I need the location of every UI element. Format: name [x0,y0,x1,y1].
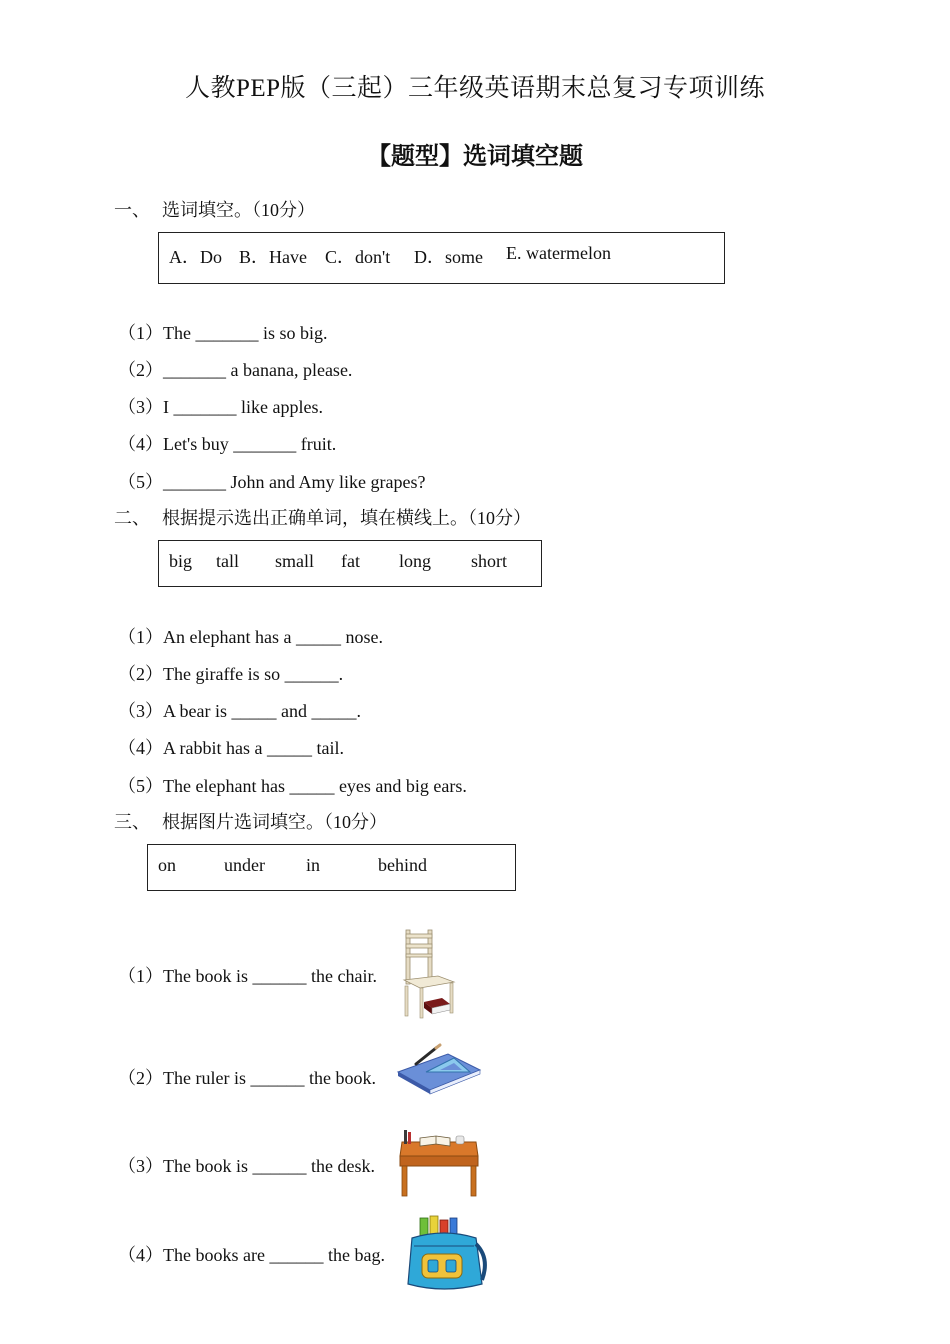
section-3-heading [114,808,387,834]
question-item: （5）The elephant has _____ eyes and big ears. [118,776,467,796]
word-option: in [306,855,321,875]
question-item: （1）The _______ is so big. [118,323,328,343]
page-subtitle: 【题型】选词填空题 [367,142,583,170]
bag-books-icon [404,1214,490,1294]
word-option: B．Have [239,247,307,267]
word-option: big [169,551,193,571]
word-bank-2 [158,540,542,587]
word-option: tall [216,551,239,571]
question-item: （1）The book is ______ the chair. [118,966,377,986]
section-2-heading [114,504,531,530]
word-option: A．Do [169,247,222,267]
question-item: （4）The books are ______ the bag. [118,1245,385,1265]
question-item: （2）_______ a banana, please. [118,360,353,380]
word-bank-1 [158,232,725,284]
word-option: D．some [414,247,483,267]
section-number: 三、 [114,812,150,832]
word-option: small [275,551,314,571]
question-item: （3）I _______ like apples. [118,397,323,417]
section-heading-text: 根据图片选词填空。（10分） [162,812,387,832]
question-item: （1）An elephant has a _____ nose. [118,627,383,647]
question-item: （3）The book is ______ the desk. [118,1156,375,1176]
question-item: （4）A rabbit has a _____ tail. [118,738,344,758]
desk-book-icon [398,1128,480,1198]
word-option: fat [341,551,360,571]
word-option: behind [378,855,427,875]
question-item: （5）_______ John and Amy like grapes? [118,472,426,492]
word-option: on [158,855,176,875]
question-item: （2）The giraffe is so ______. [118,664,344,684]
word-option: E. watermelon [506,243,611,263]
question-item: （4）Let's buy _______ fruit. [118,434,337,454]
ruler-book-icon [396,1044,482,1094]
word-option: under [224,855,265,875]
chair-book-icon [398,928,458,1020]
section-number: 一、 [114,200,150,220]
section-heading-text: 选词填空。（10分） [162,200,315,220]
word-option: short [471,551,507,571]
page-title: 人教PEP版（三起）三年级英语期末总复习专项训练 [184,75,766,102]
word-option: C．don't [325,247,391,267]
section-number: 二、 [114,508,150,528]
word-bank-3 [147,844,516,891]
question-item: （3）A bear is _____ and _____. [118,701,361,721]
question-item: （2）The ruler is ______ the book. [118,1068,376,1088]
word-option: long [399,551,432,571]
section-1-heading [114,196,315,222]
section-heading-text: 根据提示选出正确单词，填在横线上。（10分） [162,508,531,528]
